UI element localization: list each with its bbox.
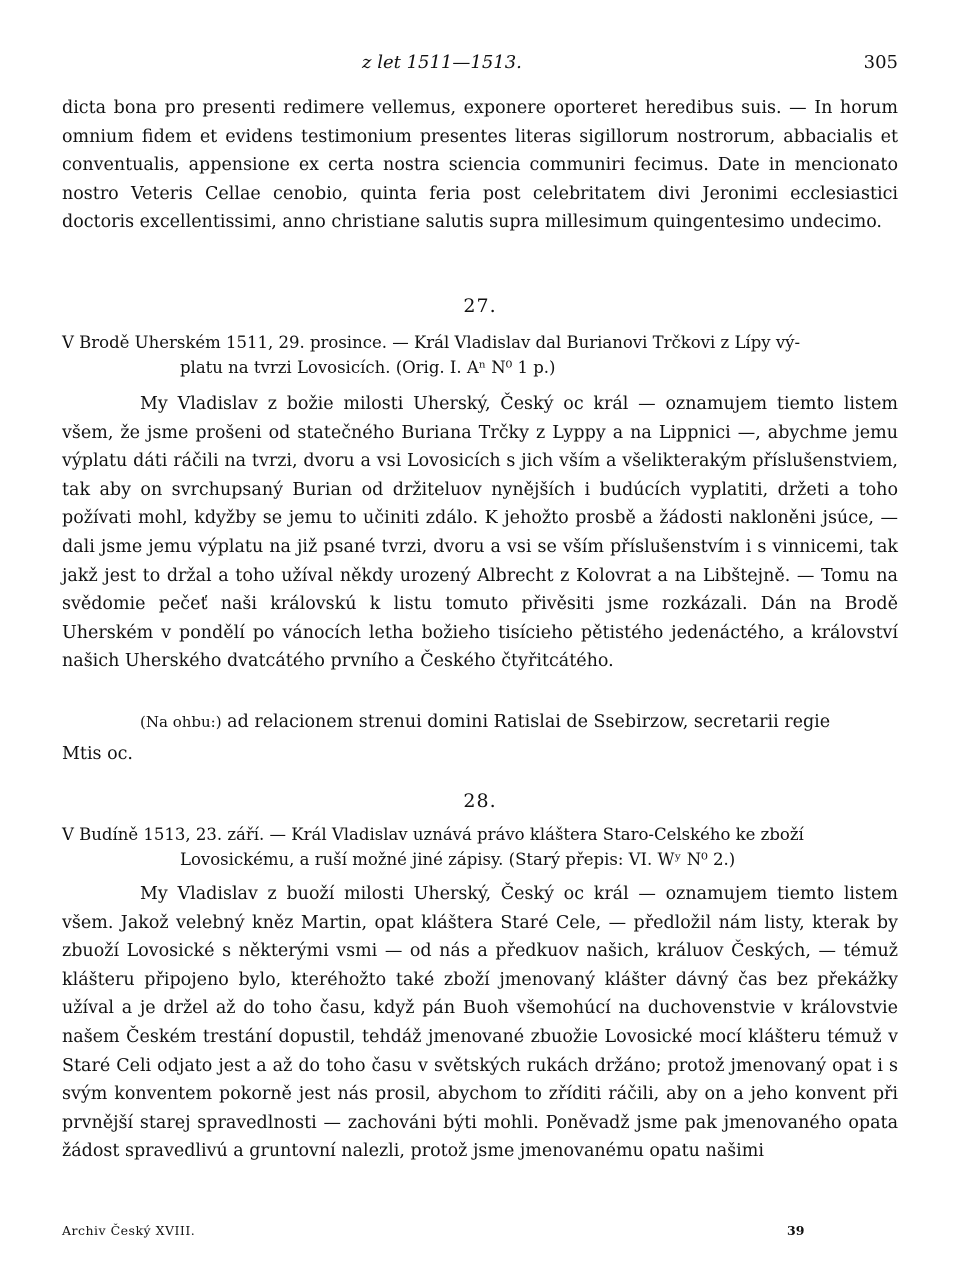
- document-number-28: 28.: [463, 790, 497, 812]
- regest-28: [62, 822, 898, 872]
- note-text: ad relacionem strenui domini Ratislai de Ssebirzow, secretarii regie: [227, 712, 831, 732]
- continuation-paragraph: dicta bona pro presenti redimere vellemus, exponere oporteret heredibus suis. — In horum omnium fidem et evidens testimonium presentes literas sigillorum nostrorum, abbacialis et conventualis, appensione ex certa nostra sciencia communiri fecimus. Date in mencionato nostro Veteris Cellae cenobio, quinta feria post celebritatem divi Jeronimi ecclesiastici doctoris excellentissimi, anno christiane salutis supra millesimum quingentesimo undecimo.: [62, 98, 898, 233]
- note-label: (Na ohbu:): [140, 713, 222, 731]
- page-number: 305: [863, 52, 898, 73]
- document-28-paragraph: My Vladislav z buoží milosti Uherský, Český oc král — oznamujem tiemto listem všem. Jakož velebný kněz Martin, opat kláštera Staré Cele, — předložil nám listy, kterak by zbuoží Lovosické s některými vsmi — od nás a předkuov našich, králuov Českých, — témuž klášteru připojeno bylo, kteréhožto také zboží jmenovaný klášter dávný čas bez překážky užíval a je držel až do toho času, když pán Buoh všemohúcí na duchovenstvie v královstvie našem Českém trestání dopustil, tehdáž jmenované zbuožie Lovosické mocí klášteru témuž v Staré Celi odjato jest a až do toho času v světských rukách držáno; protož jmenovaný opat i s svým konventem pokorně jest nás prosil, abychom to zříditi ráčili, aby on a jeho konvent při prvnější starej spravedlnosti — zachováni býti mohli. Poněvadž jsme pak jmenovaného opata žádost spravedlivú a gruntovní nalezli, protož jsme jmenovanému opatu našimi: [62, 884, 898, 1162]
- regest-27-line-2: platu na tvrzi Lovosicích. (Orig. I. Aⁿ N⁰ 1 p.): [180, 358, 556, 377]
- document-28-body: [62, 880, 898, 1166]
- running-header: [62, 52, 898, 76]
- document-27-body: [62, 390, 898, 676]
- regest-28-line-2: Lovosickému, a ruší možné jiné zápisy. (Starý přepis: VI. Wʸ N⁰ 2.): [180, 850, 736, 869]
- document-number-27: 27.: [463, 295, 497, 317]
- signature-title: Archiv Český XVIII.: [62, 1223, 196, 1238]
- sheet-number: 39: [787, 1223, 805, 1238]
- regest-27-line-1: V Brodě Uherském 1511, 29. prosince. — Král Vladislav dal Burianovi Trčkovi z Lípy vý-: [62, 333, 801, 352]
- document-27-paragraph: My Vladislav z božie milosti Uherský, Český oc král — oznamujem tiemto listem všem, že jsme prošeni od statečného Buriana Trčky z Lyppy a na Lippnici —, abychme jemu výplatu dáti ráčili na tvrzi, dvoru a vsi Lovosicích s jich vším a všelikterakým příslušenstviem, tak aby on svrchupsaný Burian od držiteluov nynějších i budúcích vyplatiti, držeti a toho požívati mohl, kdyžby se jemu to učiniti zdálo. K jehožto prosbě a žádosti nakloněni jsúce, — dali jsme jemu výplatu na již psané tvrzi, dvoru a vsi se vším příslušenstvím i s vinnicemi, tak jakž jest to držal a toho užíval někdy urozený Albrecht z Kolovrat a na Libštejně. — Tomu na svědomie pečeť naši královskú k listu tomuto přivěsiti jsme rozkázali. Dán na Brodě Uherském v pondělí po vánocích letha božieho tisícieho pětistého jedenáctého, a království našich Uherského dvatcátého prvního a Českého čtyřitcátého.: [62, 394, 898, 672]
- note-end: Mtis oc.: [62, 744, 133, 764]
- continuation-text: [62, 94, 898, 237]
- regest-28-line-1: V Budíně 1513, 23. září. — Král Vladislav uznává právo kláštera Staro-Celského ke zboží: [62, 825, 804, 844]
- dorsal-note-27: [62, 706, 898, 770]
- regest-27: [62, 330, 898, 380]
- running-title: z let 1511—1513.: [362, 52, 522, 73]
